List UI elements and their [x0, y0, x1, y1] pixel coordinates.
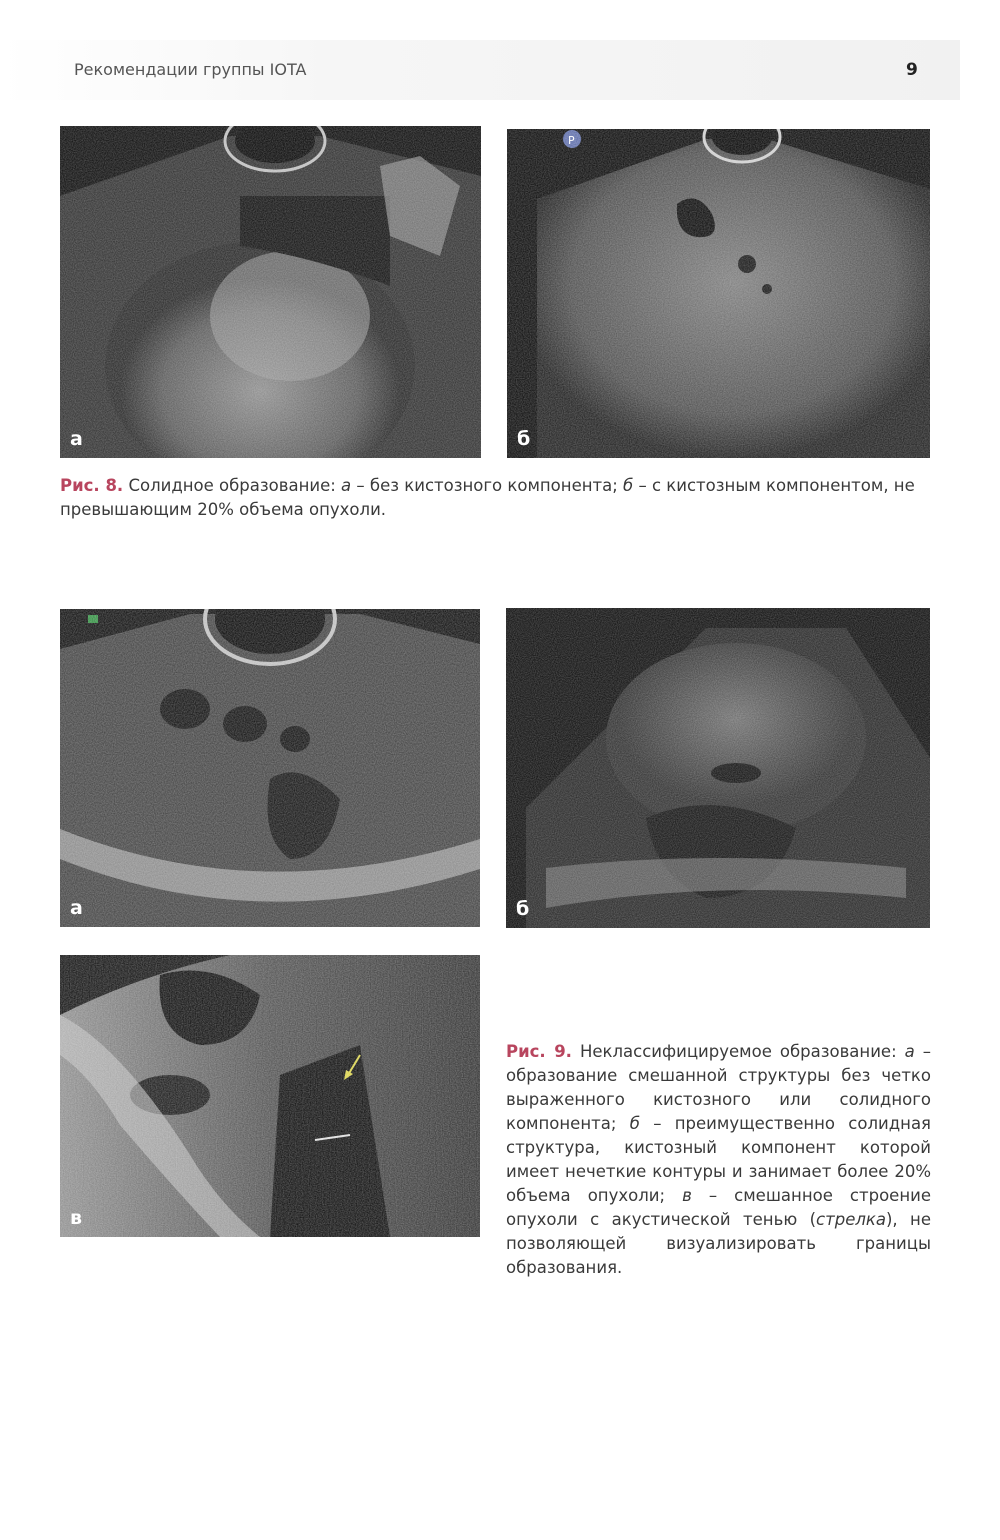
caption-text: Солидное образование:	[123, 476, 342, 495]
caption-text: Неклассифицируемое образование:	[571, 1042, 905, 1061]
figure9-panel-c	[60, 955, 480, 1237]
caption-panel-ref: б	[629, 1114, 640, 1133]
caption-panel-ref: а	[341, 476, 352, 495]
page-number: 9	[906, 60, 918, 80]
panel-label: а	[70, 897, 83, 919]
panel-label: б	[517, 428, 531, 450]
caption-text: – преимущественно солидная структура, кистозный компонент которой имеет нечеткие контуры и занимает более 20% объема опухоли;	[506, 1114, 931, 1205]
caption-text: – образование смешанной структуры без четко выраженного кистозного или солидного компонента;	[506, 1042, 932, 1133]
caption-arrow-word: стрелка	[816, 1210, 886, 1229]
panel-label: а	[70, 428, 83, 450]
caption-panel-ref: б	[623, 476, 634, 495]
caption-panel-ref: в	[682, 1186, 692, 1205]
figure-label: Рис. 9.	[506, 1042, 572, 1061]
caption-text: – без кистозного компонента;	[351, 476, 624, 495]
caption-panel-ref: а	[904, 1042, 915, 1061]
figure9-caption	[506, 1040, 931, 1280]
figure9-panel-b	[506, 608, 930, 928]
figure8-caption	[60, 474, 935, 522]
figure8-panel-b	[507, 129, 930, 458]
caption-text: – смешанное строение опухоли с акустической тенью (	[506, 1186, 931, 1229]
caption-text: – с кистозным компонентом, не превышающим 20% объема опухоли.	[60, 476, 915, 519]
figure9-panel-a	[60, 609, 480, 927]
panel-label: б	[516, 898, 530, 920]
figure-label: Рис. 8.	[60, 476, 124, 495]
figure8-panel-a	[60, 126, 481, 458]
panel-label: в	[70, 1207, 83, 1229]
caption-text: ), не позволяющей визуализировать границы образования.	[506, 1210, 932, 1277]
running-head: Рекомендации группы IOTA	[74, 60, 307, 79]
